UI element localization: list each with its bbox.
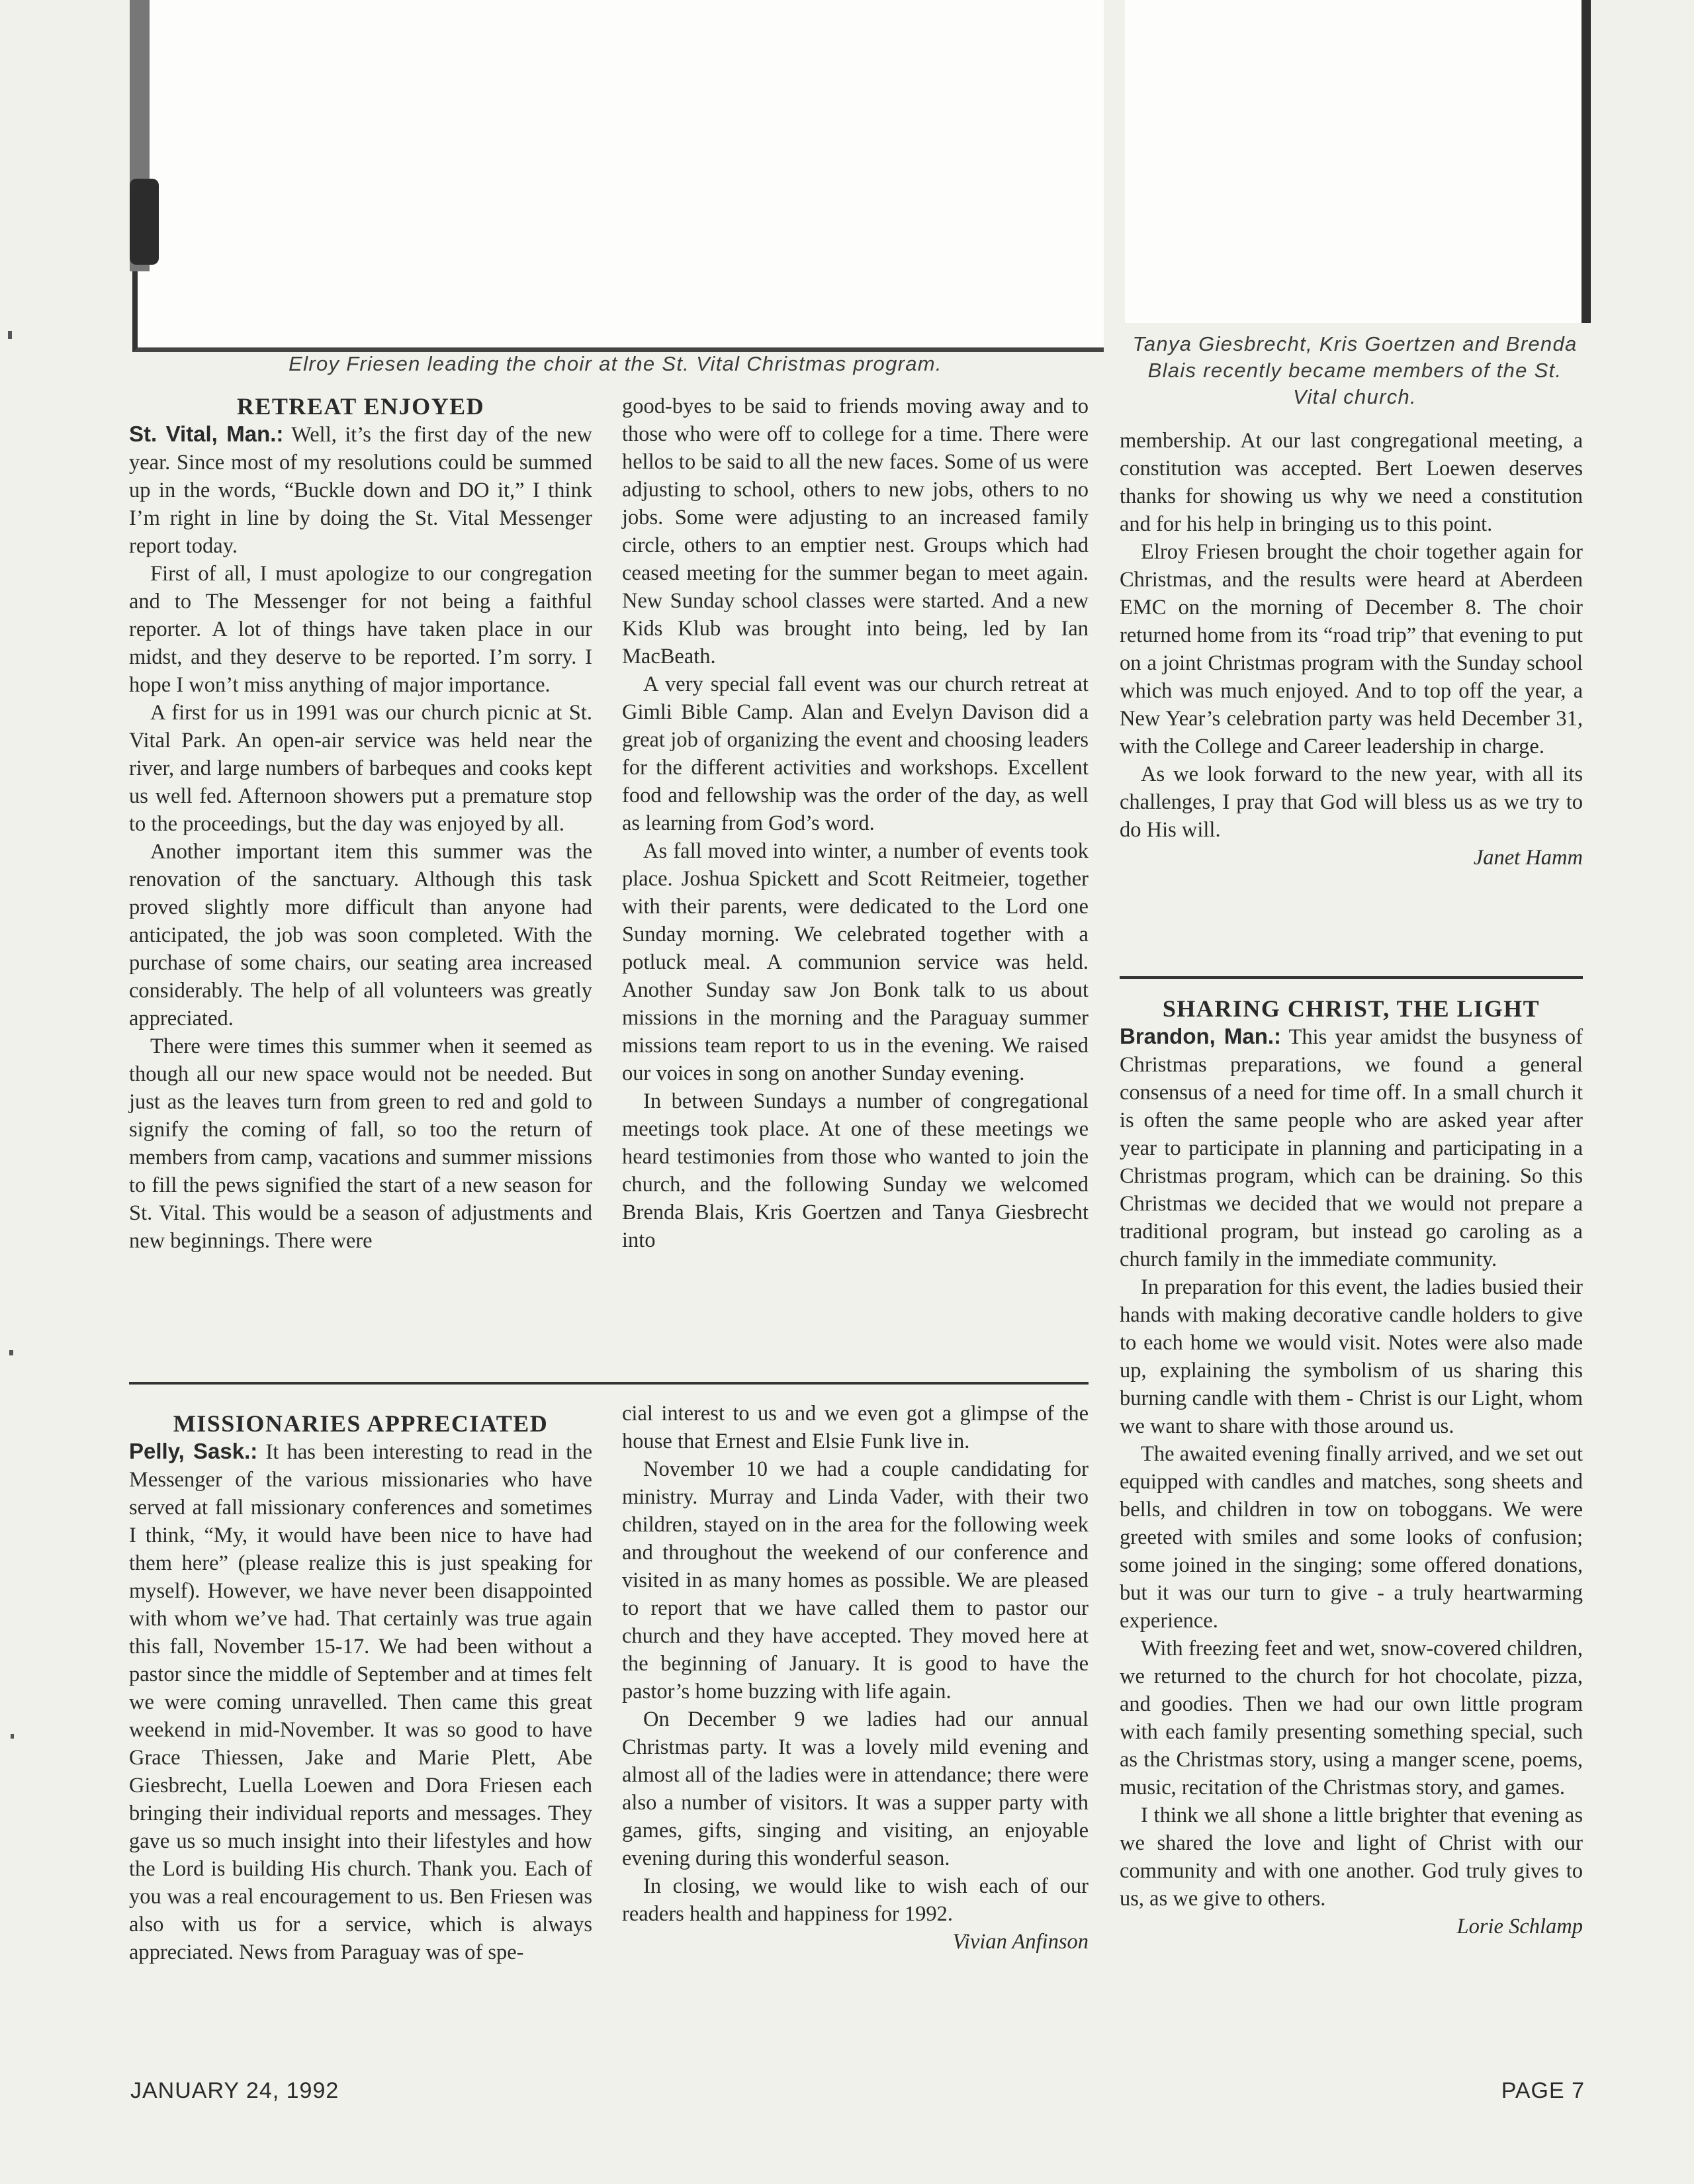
article-missionaries-col2 [622,1400,1089,1956]
place-pelly: Pelly, Sask.: [129,1439,258,1463]
signature-lorie-schlamp: Lorie Schlamp [1456,1915,1583,1938]
paragraph: A very special fall event was our church retreat at Gimli Bible Camp. Alan and Evelyn Davison did a great job of organizing the event and choosing leaders for the different activities and workshops. Excellent food and fellowship was the order of the day, as well as learning from God’s word. [622,672,1089,835]
signature-janet-hamm: Janet Hamm [1473,846,1583,870]
article-sharing-christ [1120,995,1583,1940]
article-retreat-col1 [129,392,592,1255]
paragraph: membership. At our last congregational meeting, a constitution was accepted. Bert Loewen deserves thanks for showing us why we need a constitution and for his help in bringing us to this point. [1120,429,1583,536]
headline-retreat: RETREAT ENJOYED [236,393,485,420]
divider-rule [1120,976,1583,979]
headline-missionaries: MISSIONARIES APPRECIATED [173,1410,549,1437]
paragraph: First of all, I must apologize to our congregation and to The Messenger for not being a faithful reporter. A lot of things have taken place in our midst, and they deserve to be reported. I’m sorry. I hope I won’t miss anything of major importance. [129,562,592,697]
paragraph: Pelly, Sask.: It has been interesting to read in the Messenger of the various missionaries who have served at fall missionary conferences and sometimes I think, “My, it would have been nice to have had them here” (please realize this is just speaking for myself). However, we have never been disappointed with whom we’ve had. That certainly was true again this fall, November 15-17. We had been without a pastor since the middle of September and at times felt we were coming unravelled. Then came this great weekend in mid-November. It was so good to have Grace Thiessen, Jake and Marie Plett, Abe Giesbrecht, Luella Loewen and Dora Friesen each bringing their individual reports and messages. They gave us so much insight into their lifestyles and how the Lord is building His church. Thank you. Each of you was a real encouragement to us. Ben Friesen was also with us for a service, which is always appreciated. News from Paraguay was of spe- [129,1439,593,1964]
paragraph: good-byes to be said to friends moving away and to those who were off to college for a time. There were hellos to be said to all the new faces. Some of us were adjusting to school, others to new jobs, others to no jobs. Some were adjusting to an increased family circle, others to an emptier nest. Groups which had ceased meeting for the summer began to meet again. New Sunday school classes were started. And a new Kids Klub was brought into being, led by Ian MacBeath. [622,394,1089,668]
footer-date: JANUARY 24, 1992 [130,2078,339,2103]
scan-mark [8,331,12,339]
paragraph: With freezing feet and wet, snow-covered children, we returned to the church for hot chocolate, pizza, and goodies. Then we had our own little program with each family presenting something special, such as the Christmas story, using a manger scene, poems, music, recitation of the Christmas story, and games. [1120,1637,1583,1799]
paragraph: November 10 we had a couple candidating for ministry. Murray and Linda Vader, with their two children, stayed on in the area for the following week and throughout the weekend of our conference and visited in as many homes as possible. We are pleased to report that we have called them to pastor our church and they have accepted. They moved here at the beginning of January. It is good to have the pastor’s home buzzing with life again. [622,1457,1089,1704]
scan-mark [11,1734,14,1739]
paragraph: In preparation for this event, the ladies busied their hands with making decorative candle holders to give to each home we would visit. Notes were also made up, explaining the symbolism of us sharing this burning candle with them - Christ is our Light, whom we want to share with those around us. [1120,1275,1583,1438]
paragraph: Brandon, Man.: This year amidst the busyness of Christmas preparations, we found a general consensus of a need for time off. In a small church it is often the same people who are asked year after year to participate in planning and participating in a Christmas program, which can be draining. So this Christmas we decided that we would not prepare a traditional program, but instead go caroling as a church family in the immediate community. [1120,1024,1583,1271]
footer-page-number: PAGE 7 [1501,2078,1585,2103]
scan-mark [9,1350,13,1355]
paragraph: A first for us in 1991 was our church picnic at St. Vital Park. An open-air service was held near the river, and large numbers of barbeques and cooks kept us well fed. Afternoon showers put a premature stop to the proceedings, but the day was enjoyed by all. [129,701,592,836]
paragraph: I think we all shone a little brighter that evening as we shared the love and light of Christ with our community and with one another. God truly gives to us, as we give to others. [1120,1803,1583,1911]
article-retreat-col2 [622,392,1089,1254]
paragraph: The awaited evening finally arrived, and we set out equipped with candles and matches, song sheets and bells, and children in tow on toboggans. We were greeted with smiles and some looks of confusion; some joined in the singing; some offered donations, but it was our turn to give - a truly heartwarming experience. [1120,1442,1583,1633]
paragraph: In between Sundays a number of congregational meetings took place. At one of these meetings we heard testimonies from those who wanted to join the church, and the following Sunday we welcomed Brenda Blais, Kris Goertzen and Tanya Giesbrecht into [622,1089,1089,1252]
headline-sharing-christ: SHARING CHRIST, THE LIGHT [1162,995,1540,1022]
signature-vivian-anfinson: Vivian Anfinson [952,1930,1089,1954]
paragraph: In closing, we would like to wish each of our readers health and happiness for 1992. [622,1874,1089,1926]
paragraph: Another important item this summer was the renovation of the sanctuary. Although this task proved slightly more difficult than anyone had anticipated, the job was soon completed. With the purchase of some chairs, our seating area increased considerably. The help of all volunteers was greatly appreciated. [129,840,592,1030]
paragraph: As we look forward to the new year, with all its challenges, I pray that God will bless us as we try to do His will. [1120,762,1583,842]
photo-dark-detail [130,179,159,265]
choir-photo [132,0,1104,352]
place-st-vital: St. Vital, Man.: [129,422,284,446]
paragraph: On December 9 we ladies had our annual Christmas party. It was a lovely mild evening and almost all of the ladies were in attendance; there were also a number of visitors. It was a supper party with games, gifts, singing and visiting, an enjoyable evening during this wonderful season. [622,1707,1089,1870]
paragraph: cial interest to us and we even got a glimpse of the house that Ernest and Elsie Funk live in. [622,1402,1089,1453]
paragraph: St. Vital, Man.: Well, it’s the first day of the new year. Since most of my resolutions could be summed up in the words, “Buckle down and DO it,” I think I’m right in line by doing the St. Vital Messenger report today. [129,422,592,558]
caption-choir: Elroy Friesen leading the choir at the St. Vital Christmas program. [289,352,942,375]
paragraph: There were times this summer when it seemed as though all our new space would not be needed. But just as the leaves turn from green to red and gold to signify the coming of fall, so too the return of members from camp, vacations and summer missions to fill the pews signified the start of a new season for St. Vital. This would be a season of adjustments and new beginnings. There were [129,1034,592,1253]
article-missionaries-col1 [129,1410,592,1966]
article-retreat-col3 [1120,427,1583,872]
place-brandon: Brandon, Man.: [1120,1024,1282,1048]
paragraph: Elroy Friesen brought the choir together again for Christmas, and the results were heard at Aberdeen EMC on the morning of December 8. The choir returned home from its “road trip” that evening to put on a joint Christmas program with the Sunday school which was much enjoyed. And to top off the year, a New Year’s celebration party was held December 31, with the College and Career leadership in charge. [1120,540,1583,758]
caption-members: Tanya Giesbrecht, Kris Goertzen and Brenda Blais recently became members of the St. Vital church. [1132,332,1578,408]
paragraph: As fall moved into winter, a number of events took place. Joshua Spickett and Scott Reitmeier, together with their parents, were dedicated to the Lord one Sunday morning. We celebrated together with a potluck meal. A communion service was held. Another Sunday saw Jon Bonk talk to us about missions in the morning and the Paraguay summer missions team report to us in the evening. We raised our voices in song on another Sunday evening. [622,839,1089,1085]
divider-rule [129,1382,1089,1385]
members-photo [1125,0,1591,323]
